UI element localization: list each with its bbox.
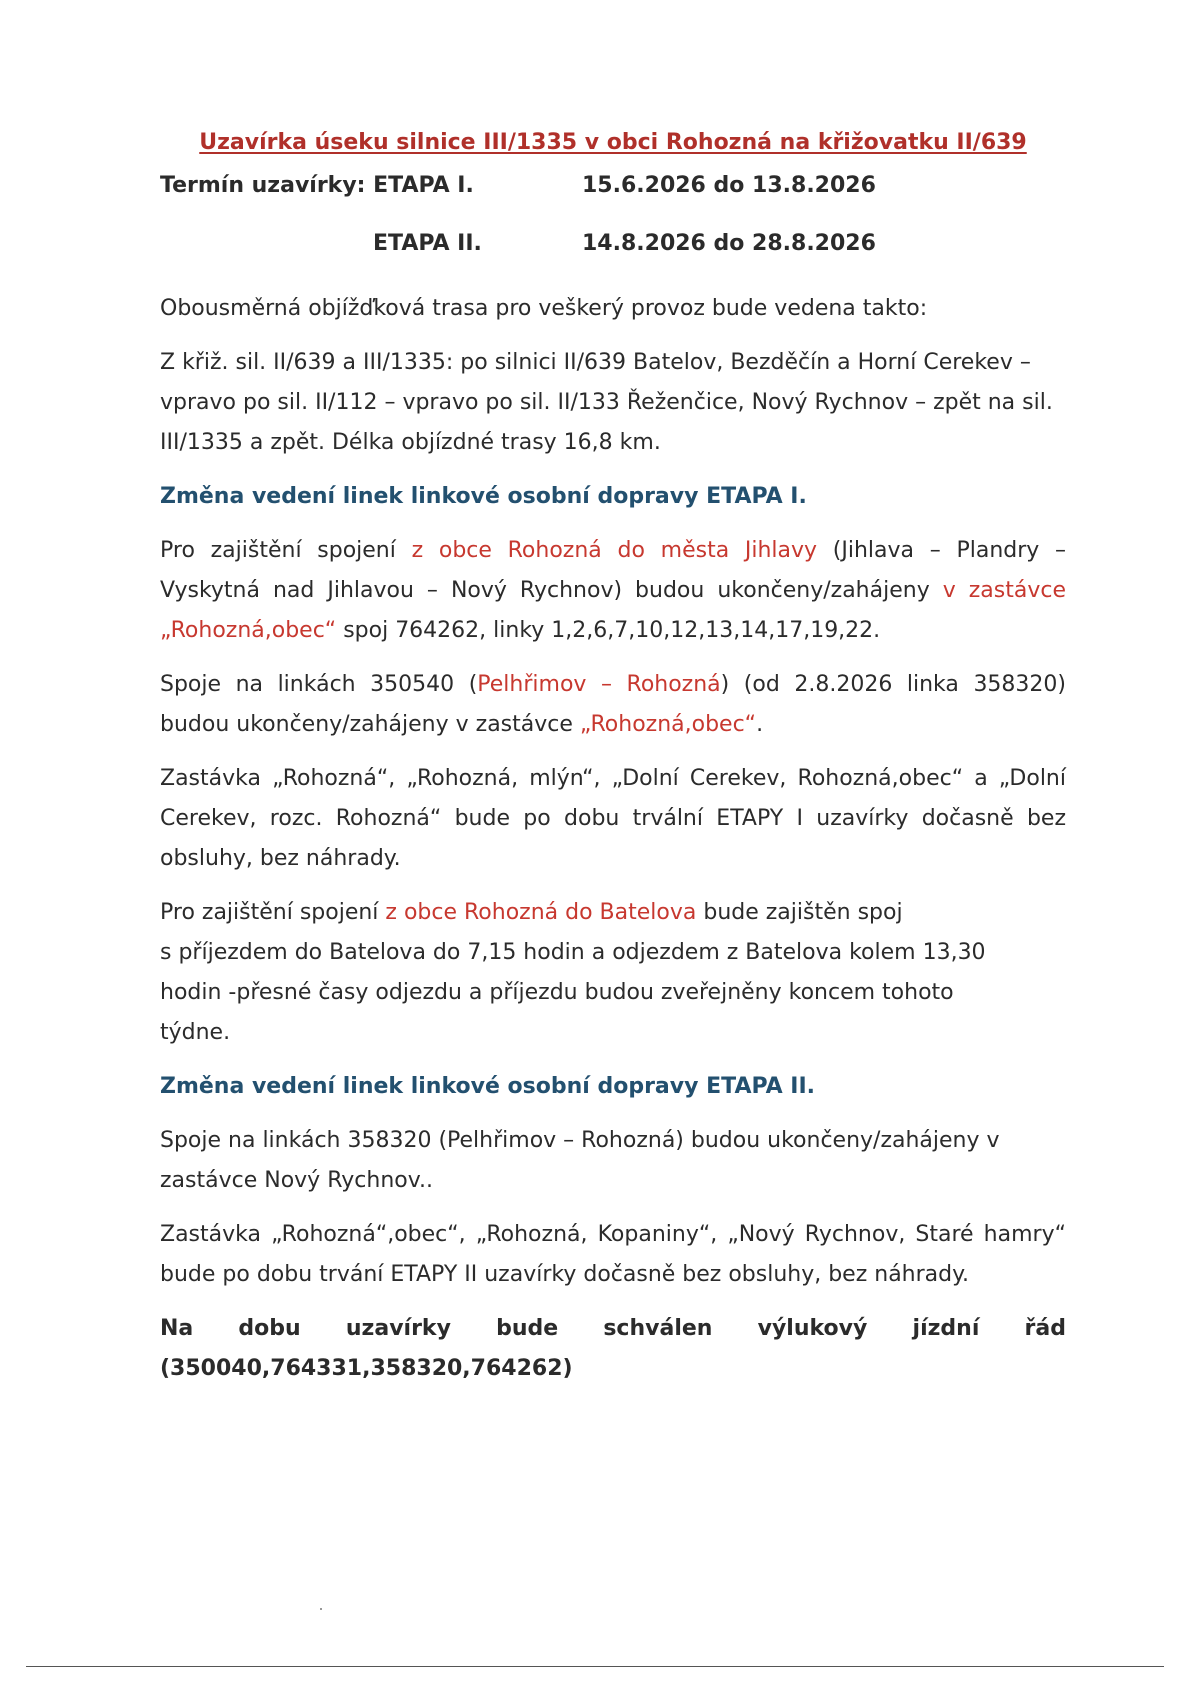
etapa-1-heading: Změna vedení linek linkové osobní dopravy ETAPA I. <box>160 484 807 509</box>
page-bottom-rule <box>26 1666 1164 1667</box>
etapa-1-paragraph-3: Zastávka „Rohozná“, „Rohozná, mlýn“, „Dolní Cerekev, Rohozná,obec“ a „Dolní Cerekev, rozc. Rohozná“ bude po dobu trvální ETAPY I uzavírky dočasně bez obsluhy, bez náhrady. <box>160 766 1066 871</box>
text-segment: ) (od 2.8.2026 linka 358320) budou ukončeny/zahájeny v zastávce <box>160 672 1067 737</box>
etapa-1-dates: 15.6.2026 do 13.8.2026 <box>582 173 876 198</box>
etapa-2-dates: 14.8.2026 do 28.8.2026 <box>582 231 876 256</box>
term-row-etapa-2 <box>160 231 1066 275</box>
etapa-1-paragraph-2 <box>160 665 1066 745</box>
text-segment: (Jihlava – Plandry – Vyskytná nad Jihlavou – Nový Rychnov) budou ukončeny/zahájeny <box>160 538 1067 603</box>
term-row-etapa-1 <box>160 173 1066 217</box>
detour-intro: Obousměrná objížďková trasa pro veškerý provoz bude vedena takto: <box>160 296 928 321</box>
detour-route: Z křiž. sil. II/639 a III/1335: po silnici II/639 Batelov, Bezděčín a Horní Cerekev – vpravo po sil. II/112 – vpravo po sil. II/133 Řeženčice, Nový Rychnov – zpět na sil. III/1335 a zpět. Délka objízdné trasy 16,8 km. <box>160 350 1053 455</box>
etapa-1-paragraph-4 <box>160 893 1066 1053</box>
term-label: Termín uzavírky: ETAPA I. <box>160 173 474 198</box>
text-segment: hodin -přesné časy odjezdu a příjezdu budou zveřejněny koncem tohoto <box>160 980 954 1005</box>
highlighted-route: z obce Rohozná do Batelova <box>385 900 697 925</box>
text-segment: Pro zajištění spojení <box>160 900 386 925</box>
highlighted-route: Pelhřimov – Rohozná <box>477 672 721 697</box>
text-segment: bude zajištěn spoj <box>696 900 903 925</box>
text-segment: spoj 764262, linky 1,2,6,7,10,12,13,14,17,19,22. <box>336 618 881 643</box>
text-segment: Pro zajištění spojení <box>160 538 412 563</box>
document-title: Uzavírka úseku silnice III/1335 v obci Rohozná na křižovatku II/639 <box>199 130 1027 155</box>
text-segment: týdne. <box>160 1020 231 1045</box>
highlighted-stop: v zastávce „Rohozná,obec“ <box>160 578 1066 643</box>
text-segment: Spoje na linkách 350540 ( <box>160 672 478 697</box>
document-content <box>160 130 1066 1403</box>
etapa-2-heading: Změna vedení linek linkové osobní dopravy ETAPA II. <box>160 1074 815 1099</box>
text-segment: . <box>756 712 764 737</box>
etapa-1-paragraph-1 <box>160 531 1066 651</box>
etapa-2-paragraph-1: Spoje na linkách 358320 (Pelhřimov – Rohozná) budou ukončeny/zahájeny v zastávce Nový Rychnov.. <box>160 1128 1000 1193</box>
etapa-2-label: ETAPA II. <box>373 231 482 256</box>
etapa-2-paragraph-2: Zastávka „Rohozná“,obec“, „Rohozná, Kopaniny“, „Nový Rychnov, Staré hamry“ bude po dobu trvání ETAPY II uzavírky dočasně bez obsluhy, bez náhrady. <box>160 1222 1066 1287</box>
final-note: Na dobu uzavírky bude schválen výlukový jízdní řád (350040,764331,358320,764262) <box>160 1316 1066 1381</box>
text-segment: s příjezdem do Batelova do 7,15 hodin a odjezdem z Batelova kolem 13,30 <box>160 940 986 965</box>
highlighted-route: z obce Rohozná do města Jihlavy <box>411 538 818 563</box>
highlighted-stop: „Rohozná,obec“ <box>579 712 757 737</box>
scan-speck <box>320 1608 322 1610</box>
